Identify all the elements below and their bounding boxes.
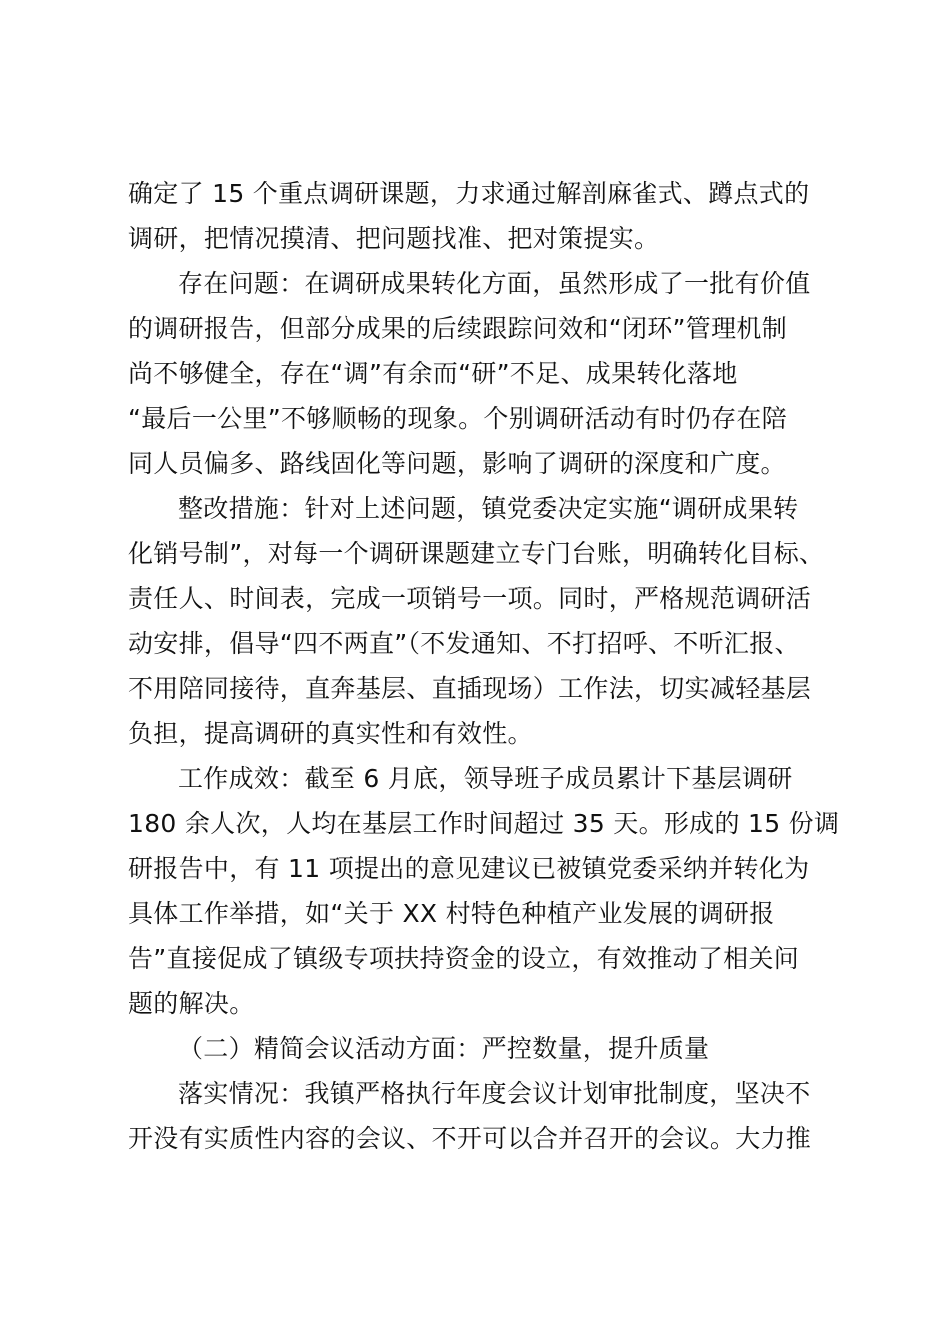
text-line-17: 具体工作举措，如“关于 XX 村特色种植产业发展的调研报 bbox=[128, 899, 775, 928]
paragraph-implementation-start: 落实情况：我镇严格执行年度会议计划审批制度，坚决不 bbox=[178, 1079, 811, 1108]
text-line-16: 研报告中，有 11 项提出的意见建议已被镇党委采纳并转化为 bbox=[128, 854, 810, 883]
text-line-12: 不用陪同接待，直奔基层、直插现场）工作法，切实减轻基层 bbox=[128, 674, 812, 703]
text-line-13: 负担，提高调研的真实性和有效性。 bbox=[128, 719, 533, 748]
text-line-6: “最后一公里”不够顺畅的现象。个别调研活动有时仍存在陪 bbox=[128, 404, 788, 433]
text-line-2: 调研，把情况摸清、把问题找准、把对策提实。 bbox=[128, 224, 660, 253]
text-line-18: 告”直接促成了镇级专项扶持资金的设立，有效推动了相关问 bbox=[128, 944, 800, 973]
text-line-9: 化销号制”，对每一个调研课题建立专门台账，明确转化目标、 bbox=[128, 539, 825, 568]
paragraph-results-start: 工作成效：截至 6 月底，领导班子成员累计下基层调研 bbox=[178, 764, 793, 793]
section-heading: （二）精简会议活动方面：严控数量，提升质量 bbox=[178, 1034, 710, 1063]
text-line-19: 题的解决。 bbox=[128, 989, 255, 1018]
text-line-15: 180 余人次，人均在基层工作时间超过 35 天。形成的 15 份调 bbox=[128, 809, 840, 838]
text-line-7: 同人员偏多、路线固化等问题，影响了调研的深度和广度。 bbox=[128, 449, 786, 478]
paragraph-measures-start: 整改措施：针对上述问题，镇党委决定实施“调研成果转 bbox=[178, 494, 799, 523]
text-line-5: 尚不够健全，存在“调”有余而“研”不足、成果转化落地 bbox=[128, 359, 738, 388]
text-line-22: 开没有实质性内容的会议、不开可以合并召开的会议。大力推 bbox=[128, 1124, 812, 1153]
text-line-10: 责任人、时间表，完成一项销号一项。同时，严格规范调研活 bbox=[128, 584, 812, 613]
text-line-1: 确定了 15 个重点调研课题，力求通过解剖麻雀式、蹲点式的 bbox=[128, 179, 810, 208]
text-line-4: 的调研报告，但部分成果的后续跟踪问效和“闭环”管理机制 bbox=[128, 314, 788, 343]
paragraph-problems-start: 存在问题：在调研成果转化方面，虽然形成了一批有价值 bbox=[178, 269, 811, 298]
text-line-11: 动安排，倡导“四不两直”（不发通知、不打招呼、不听汇报、 bbox=[128, 629, 800, 658]
